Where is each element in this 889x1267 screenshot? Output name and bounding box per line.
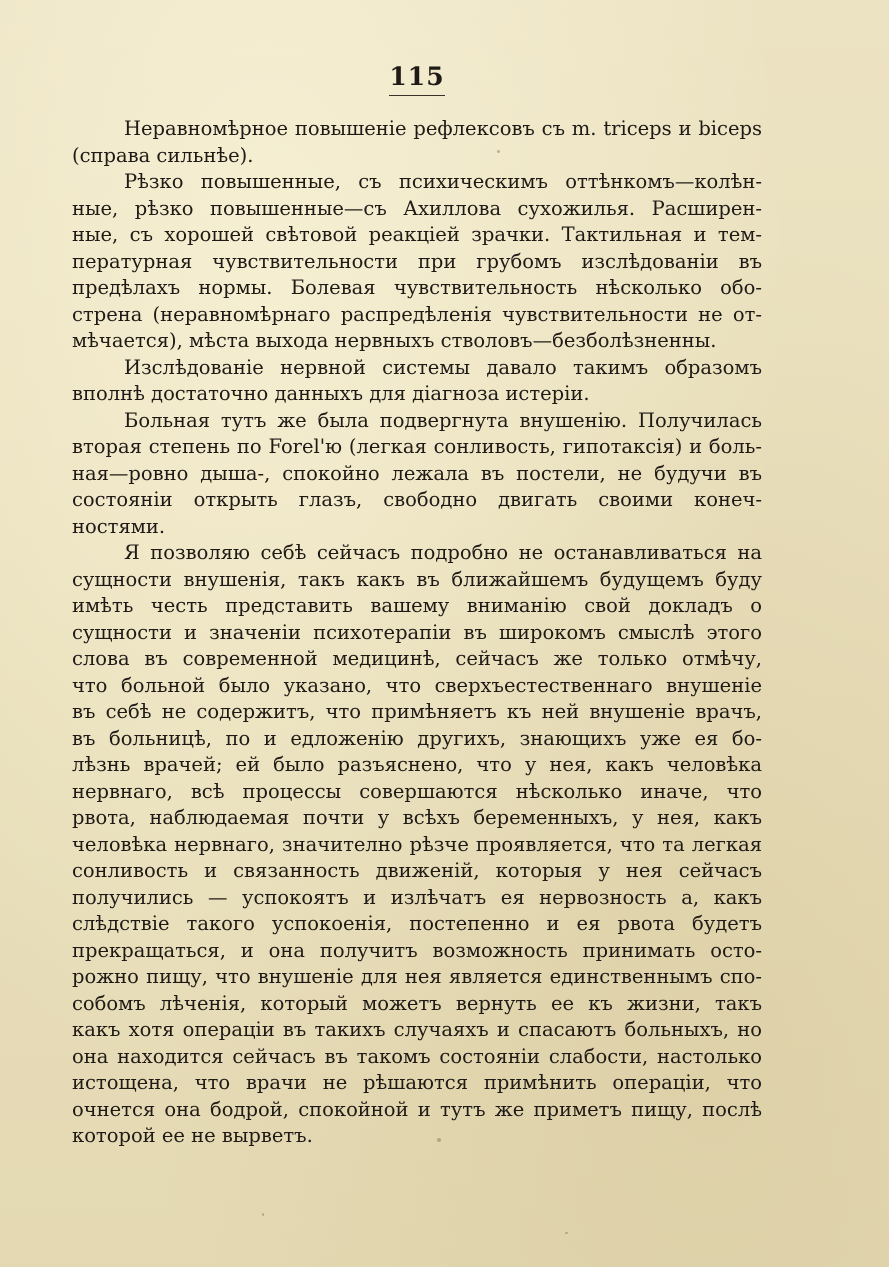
paper-speck xyxy=(497,150,500,153)
text-line: Больная тутъ же была подвергнута внушенію. Получилась xyxy=(124,408,762,432)
text-line: имѣть честь представить вашему вниманію свой докладъ о xyxy=(72,594,762,617)
text-line: человѣка нервнаго, значително рѣзче проявляется, что та легкая xyxy=(72,832,762,856)
text-line: прекращаться, и она получитъ возможность принимать осто- xyxy=(72,938,762,962)
text-line: состояніи открыть глазъ, свободно двигать своими конеч- xyxy=(72,488,762,511)
text-line: слова въ современной медицинѣ, сейчасъ же только отмѣчу, xyxy=(72,647,762,670)
text-line: вполнѣ достаточно данныхъ для діагноза истеріи. xyxy=(72,382,590,405)
text-line: лѣзнь врачей; ей было разъяснено, что у нея, какъ человѣка xyxy=(72,753,762,776)
text-line: ностями. xyxy=(72,514,166,538)
text-line: предѣлахъ нормы. Болевая чувствительность нѣсколько обо- xyxy=(72,276,762,299)
text-line: Изслѣдованіе нервной системы давало такимъ образомъ xyxy=(124,355,762,379)
text-line: стрена (неравномѣрнаго распредѣленія чувствительности не от- xyxy=(72,302,762,326)
paper-speck xyxy=(262,1213,264,1216)
text-line: вторая степень по Forel'ю (легкая сонливость, гипотаксія) и боль- xyxy=(72,435,762,458)
body-text xyxy=(72,116,762,1150)
text-line: нервнаго, всѣ процессы совершаются нѣсколько иначе, что xyxy=(72,779,762,803)
text-line: ная—ровно дыша-, спокойно лежала въ постели, не будучи въ xyxy=(72,461,762,485)
text-line: получились — успокоятъ и излѣчатъ ея нервозность а, какъ xyxy=(72,885,762,909)
text-line: Неравномѣрное повышеніе рефлексовъ съ m. triceps и biceps xyxy=(124,117,762,140)
text-line: мѣчается), мѣста выхода нервныхъ стволовъ—безболѣзненны. xyxy=(72,329,717,352)
text-line: сонливость и связанность движеній, которыя у нея сейчасъ xyxy=(72,859,762,882)
text-line: которой ее не вырветъ. xyxy=(72,1124,313,1147)
text-line: въ больницѣ, по и едложенію другихъ, знающихъ уже ея бо- xyxy=(72,726,762,750)
text-line: (справа сильнѣе). xyxy=(72,143,254,167)
text-line: рожно пищу, что внушеніе для нея является единственнымъ спо- xyxy=(72,965,762,988)
text-line: рвота, наблюдаемая почти у всѣхъ беременныхъ, у нея, какъ xyxy=(72,806,762,829)
paper-speck xyxy=(437,1138,441,1142)
text-line: сущности и значеніи психотерапіи въ широкомъ смыслѣ этого xyxy=(72,620,762,644)
page-number: 115 xyxy=(389,62,445,96)
text-line: слѣдствіе такого успокоенія, постепенно и ея рвота будетъ xyxy=(72,912,762,935)
text-line: Рѣзко повышенные, съ психическимъ оттѣнкомъ—колѣн- xyxy=(124,170,762,193)
text-line: какъ хотя операціи въ такихъ случаяхъ и спасаютъ больныхъ, но xyxy=(72,1018,762,1041)
text-line: собомъ лѣченія, который можетъ вернуть ее къ жизни, такъ xyxy=(72,991,762,1015)
text-line: пературная чувствительности при грубомъ изслѣдованіи въ xyxy=(72,249,762,273)
text-line: сущности внушенія, такъ какъ въ ближайшемъ будущемъ буду xyxy=(72,567,762,591)
text-line: Я позволяю себѣ сейчасъ подробно не останавливаться на xyxy=(124,541,762,564)
text-line: что больной было указано, что сверхъестественнаго внушеніе xyxy=(72,673,762,697)
text-line: она находится сейчасъ въ такомъ состояніи слабости, настолько xyxy=(72,1044,762,1068)
text-line: ные, рѣзко повышенные—съ Ахиллова сухожилья. Расширен- xyxy=(72,196,762,220)
text-line: истощена, что врачи не рѣшаются примѣнить операціи, что xyxy=(72,1071,762,1094)
text-line: въ себѣ не содержитъ, что примѣняетъ къ ней внушеніе врачъ, xyxy=(72,700,762,723)
paper-speck xyxy=(565,1232,568,1234)
text-line: очнется она бодрой, спокойной и тутъ же приметъ пищу, послѣ xyxy=(72,1097,762,1121)
text-line: ные, съ хорошей свѣтовой реакціей зрачки. Тактильная и тем- xyxy=(72,223,762,246)
